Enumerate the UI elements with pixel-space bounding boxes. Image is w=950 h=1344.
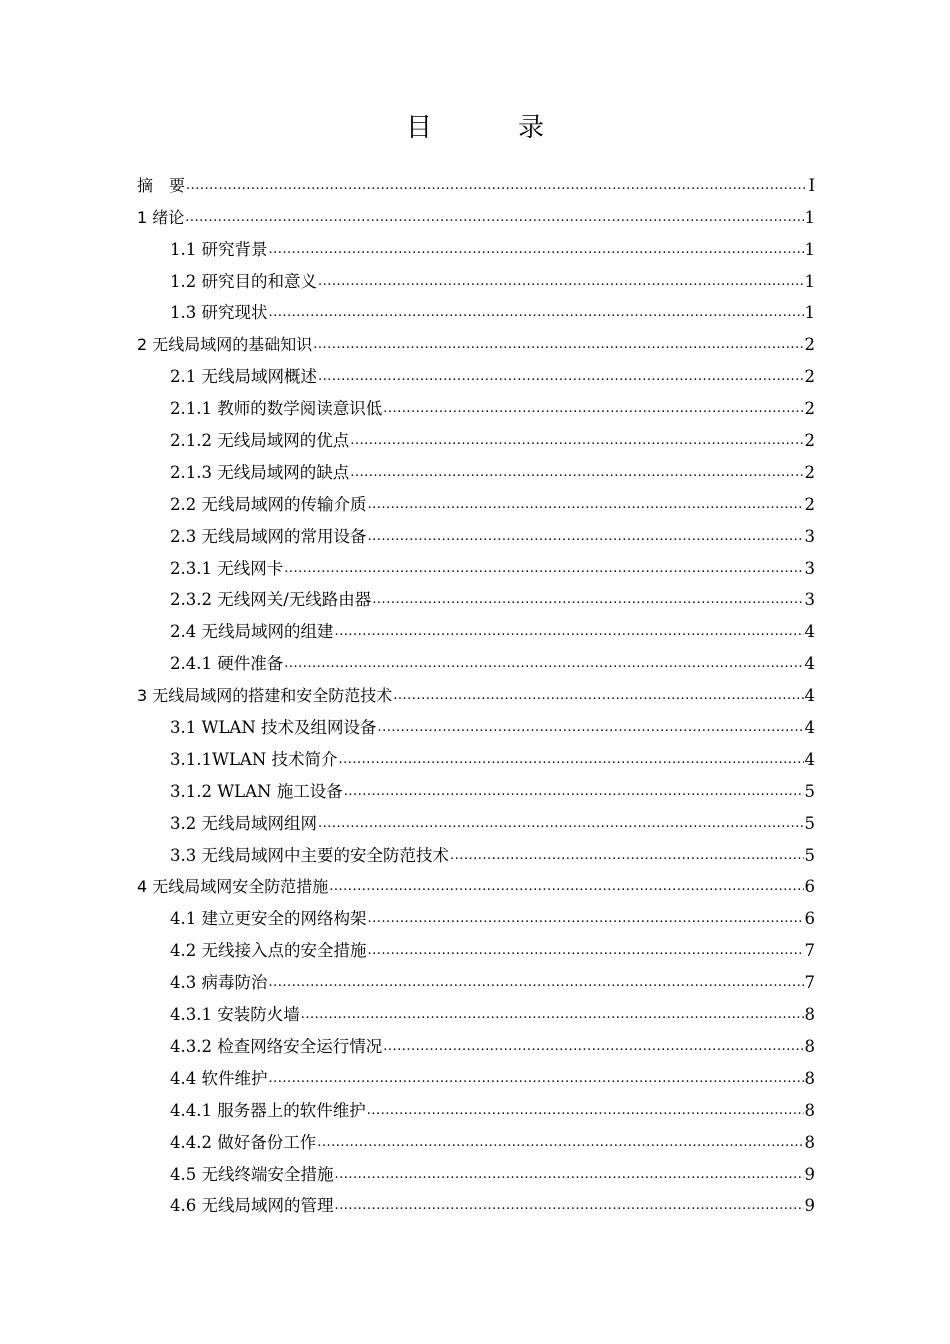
toc-entry[interactable] bbox=[137, 325, 815, 357]
toc-entry-page-number: 4 bbox=[804, 622, 815, 642]
toc-entry-page-number: 2 bbox=[804, 462, 815, 482]
toc-entry-text: 4.4.1 服务器上的软件维护 bbox=[170, 1100, 366, 1120]
toc-dot-leader bbox=[301, 1005, 804, 1025]
toc-dot-leader bbox=[450, 846, 804, 866]
toc-dot-leader bbox=[368, 909, 804, 929]
toc-entry-page-number: 8 bbox=[804, 1100, 815, 1120]
toc-entry-page-number: 3 bbox=[804, 590, 815, 610]
toc-entry-text: 2.1.2 无线局域网的优点 bbox=[170, 431, 350, 451]
toc-entry[interactable] bbox=[137, 995, 815, 1027]
toc-entry-text: 4.3 病毒防治 bbox=[170, 973, 268, 993]
toc-dot-leader bbox=[383, 1037, 803, 1057]
toc-entry-page-number: 4 bbox=[804, 654, 815, 674]
toc-entry-page-number: 7 bbox=[804, 941, 815, 961]
toc-dot-leader bbox=[344, 782, 804, 802]
toc-dot-leader bbox=[368, 941, 804, 961]
toc-dot-leader bbox=[393, 686, 803, 706]
toc-entry-page-number: 1 bbox=[804, 303, 815, 323]
toc-entry-text: 1.1 研究背景 bbox=[170, 239, 268, 259]
toc-entry-text: 4.5 无线终端安全措施 bbox=[170, 1164, 334, 1184]
toc-entry[interactable] bbox=[137, 804, 815, 836]
toc-entry-page-number: 2 bbox=[804, 431, 815, 451]
toc-entry[interactable] bbox=[137, 1091, 815, 1123]
toc-entry-page-number: 9 bbox=[804, 1196, 815, 1216]
toc-dot-leader bbox=[313, 335, 803, 355]
toc-dot-leader bbox=[383, 399, 803, 419]
toc-entry-text: 2.4.1 硬件准备 bbox=[170, 654, 284, 674]
toc-dot-leader bbox=[329, 877, 803, 897]
toc-entry-page-number: 3 bbox=[804, 526, 815, 546]
toc-entry[interactable] bbox=[137, 1123, 815, 1155]
toc-entry-text: 4.1 建立更安全的网络构架 bbox=[170, 909, 367, 929]
toc-dot-leader bbox=[372, 590, 803, 610]
toc-dot-leader bbox=[368, 495, 804, 515]
toc-dot-leader bbox=[378, 718, 804, 738]
toc-entry[interactable] bbox=[137, 1027, 815, 1059]
toc-list bbox=[137, 166, 815, 1218]
toc-entry-page-number: 6 bbox=[804, 877, 815, 897]
toc-dot-leader bbox=[318, 367, 804, 387]
toc-entry[interactable] bbox=[137, 389, 815, 421]
toc-entry-page-number: 1 bbox=[804, 271, 815, 291]
toc-entry-text: 2.1.3 无线局域网的缺点 bbox=[170, 462, 350, 482]
toc-dot-leader bbox=[269, 303, 804, 323]
toc-entry-page-number: 2 bbox=[804, 399, 815, 419]
toc-dot-leader bbox=[367, 1101, 804, 1121]
toc-entry[interactable] bbox=[137, 931, 815, 963]
toc-dot-leader bbox=[317, 1133, 803, 1153]
toc-entry-text: 摘 要 bbox=[137, 175, 186, 195]
toc-entry[interactable] bbox=[137, 166, 815, 198]
toc-entry-page-number: 5 bbox=[804, 813, 815, 833]
toc-entry[interactable] bbox=[137, 421, 815, 453]
toc-entry-page-number: 4 bbox=[804, 686, 815, 706]
toc-dot-leader bbox=[350, 463, 803, 483]
toc-entry[interactable] bbox=[137, 198, 815, 230]
toc-dot-leader bbox=[284, 654, 803, 674]
toc-entry-text: 3.3 无线局域网中主要的安全防范技术 bbox=[170, 845, 449, 865]
toc-entry-text: 4.2 无线接入点的安全措施 bbox=[170, 941, 367, 961]
toc-dot-leader bbox=[350, 431, 803, 451]
toc-entry-page-number: I bbox=[808, 175, 815, 195]
toc-entry-page-number: 7 bbox=[804, 973, 815, 993]
toc-entry-page-number: 3 bbox=[804, 558, 815, 578]
toc-dot-leader bbox=[335, 622, 804, 642]
toc-entry[interactable] bbox=[137, 230, 815, 262]
toc-entry[interactable] bbox=[137, 1187, 815, 1219]
toc-entry-text: 2.4 无线局域网的组建 bbox=[170, 622, 334, 642]
toc-dot-leader bbox=[339, 750, 804, 770]
toc-entry-text: 2.3.1 无线网卡 bbox=[170, 558, 284, 578]
toc-entry-page-number: 8 bbox=[804, 1068, 815, 1088]
toc-entry-text: 2.1 无线局域网概述 bbox=[170, 367, 317, 387]
toc-entry-text: 3.1.2 WLAN 施工设备 bbox=[170, 781, 343, 801]
toc-entry[interactable] bbox=[137, 836, 815, 868]
toc-entry[interactable] bbox=[137, 581, 815, 613]
toc-entry-text: 4.4.2 做好备份工作 bbox=[170, 1132, 317, 1152]
toc-dot-leader bbox=[284, 559, 803, 579]
toc-dot-leader bbox=[269, 1069, 804, 1089]
toc-entry-text: 2.3.2 无线网关/无线路由器 bbox=[170, 590, 372, 610]
toc-entry-page-number: 8 bbox=[804, 1036, 815, 1056]
toc-entry-text: 4.3.2 检查网络安全运行情况 bbox=[170, 1036, 383, 1056]
toc-dot-leader bbox=[368, 527, 804, 547]
toc-entry-text: 3.1.1WLAN 技术简介 bbox=[170, 749, 338, 769]
toc-dot-leader bbox=[186, 176, 807, 196]
toc-entry-page-number: 8 bbox=[804, 1132, 815, 1152]
toc-dot-leader bbox=[269, 973, 804, 993]
toc-entry-page-number: 4 bbox=[804, 749, 815, 769]
toc-entry-text: 4.4 软件维护 bbox=[170, 1068, 268, 1088]
toc-dot-leader bbox=[318, 272, 804, 292]
toc-dot-leader bbox=[335, 1196, 804, 1216]
toc-entry-text: 3.2 无线局域网组网 bbox=[170, 813, 317, 833]
toc-entry-text: 2 无线局域网的基础知识 bbox=[137, 335, 313, 355]
toc-entry-text: 1.2 研究目的和意义 bbox=[170, 271, 317, 291]
toc-entry-text: 3 无线局域网的搭建和安全防范技术 bbox=[137, 686, 393, 706]
toc-entry-page-number: 2 bbox=[804, 367, 815, 387]
toc-entry[interactable] bbox=[137, 963, 815, 995]
toc-dot-leader bbox=[185, 208, 803, 228]
toc-entry[interactable] bbox=[137, 1155, 815, 1187]
toc-entry[interactable] bbox=[137, 517, 815, 549]
toc-entry-text: 2.2 无线局域网的传输介质 bbox=[170, 494, 367, 514]
toc-entry-text: 1 绪论 bbox=[137, 207, 185, 227]
toc-dot-leader bbox=[269, 240, 804, 260]
toc-entry-page-number: 8 bbox=[804, 1005, 815, 1025]
toc-entry[interactable] bbox=[137, 644, 815, 676]
toc-entry-page-number: 2 bbox=[804, 494, 815, 514]
toc-entry[interactable] bbox=[137, 676, 815, 708]
toc-entry[interactable] bbox=[137, 357, 815, 389]
toc-entry[interactable] bbox=[137, 899, 815, 931]
toc-entry-text: 1.3 研究现状 bbox=[170, 303, 268, 323]
toc-entry-page-number: 6 bbox=[804, 909, 815, 929]
toc-entry-text: 4 无线局域网安全防范措施 bbox=[137, 877, 329, 897]
toc-entry[interactable] bbox=[137, 708, 815, 740]
toc-entry[interactable] bbox=[137, 453, 815, 485]
toc-entry-text: 2.3 无线局域网的常用设备 bbox=[170, 526, 367, 546]
toc-entry-text: 3.1 WLAN 技术及组网设备 bbox=[170, 718, 377, 738]
toc-entry-page-number: 1 bbox=[804, 207, 815, 227]
toc-entry[interactable] bbox=[137, 868, 815, 900]
toc-entry[interactable] bbox=[137, 740, 815, 772]
toc-entry[interactable] bbox=[137, 262, 815, 294]
toc-title: 目 录 bbox=[405, 113, 574, 143]
toc-entry[interactable] bbox=[137, 485, 815, 517]
toc-entry[interactable] bbox=[137, 1059, 815, 1091]
toc-entry-page-number: 1 bbox=[804, 239, 815, 259]
toc-entry-page-number: 5 bbox=[804, 781, 815, 801]
toc-entry[interactable] bbox=[137, 612, 815, 644]
toc-entry-page-number: 5 bbox=[804, 845, 815, 865]
toc-entry-page-number: 2 bbox=[804, 335, 815, 355]
toc-entry[interactable] bbox=[137, 294, 815, 326]
toc-entry-text: 4.3.1 安装防火墙 bbox=[170, 1005, 300, 1025]
toc-entry[interactable] bbox=[137, 549, 815, 581]
toc-dot-leader bbox=[335, 1165, 804, 1185]
toc-entry-page-number: 9 bbox=[804, 1164, 815, 1184]
toc-entry[interactable] bbox=[137, 772, 815, 804]
toc-entry-page-number: 4 bbox=[804, 718, 815, 738]
toc-entry-text: 4.6 无线局域网的管理 bbox=[170, 1196, 334, 1216]
toc-entry-text: 2.1.1 教师的数学阅读意识低 bbox=[170, 399, 383, 419]
toc-dot-leader bbox=[318, 814, 804, 834]
